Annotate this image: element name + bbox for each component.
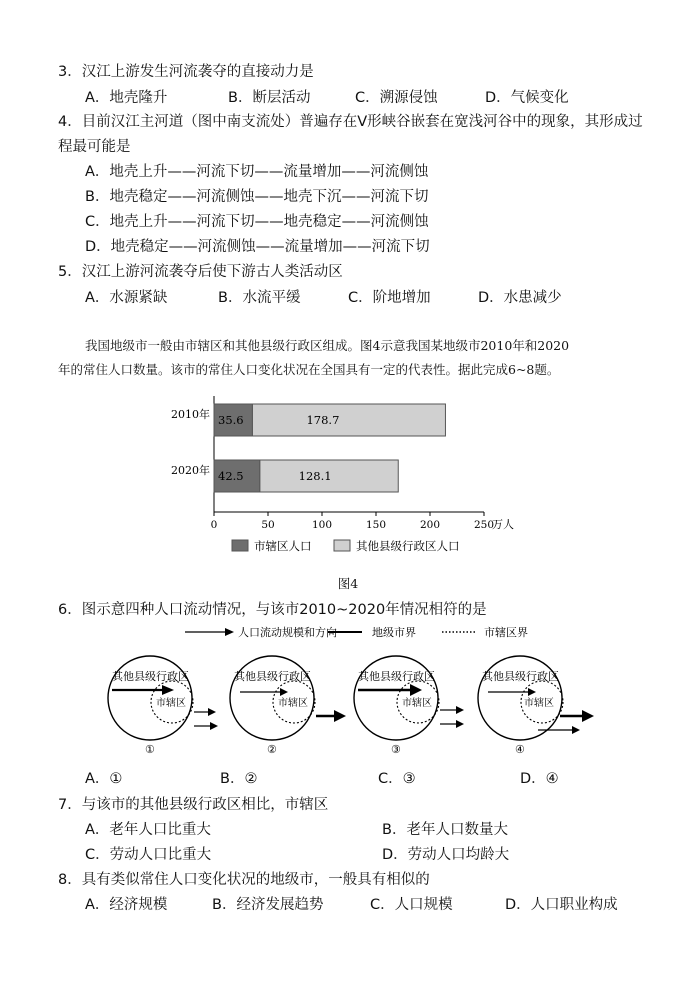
inner-label: 市辖区 <box>402 698 432 709</box>
q6-option-d: D．④ <box>520 771 559 787</box>
x-tick-label-3: 150 <box>365 519 387 531</box>
q4-option-b: B．地壳稳定——河流侧蚀——地壳下沉——河流下切 <box>85 189 429 205</box>
q8-option-b: B．经济发展趋势 <box>212 897 324 913</box>
q7-option-d: D．劳动人口均龄大 <box>382 847 510 863</box>
diagram-number: ③ <box>391 743 401 756</box>
q5-option-b: B．水流平缓 <box>218 290 301 306</box>
diagram-number: ① <box>145 743 155 756</box>
intro-line1: 我国地级市一般由市辖区和其他县级行政区组成。图4示意我国某地级市2010年和2020 <box>85 338 570 353</box>
legend-label-1: 其他县级行政区人口 <box>356 539 460 553</box>
q3-stem: 3．汉江上游发生河流袭夺的直接动力是 <box>58 64 314 80</box>
population-flow-diagram <box>100 620 620 760</box>
q6-option-a: A．① <box>85 771 123 787</box>
data-label-0-0: 35.6 <box>218 413 244 427</box>
inner-label: 市辖区 <box>524 698 554 709</box>
legend-arrow-head <box>225 628 234 636</box>
bar-0-1 <box>252 404 445 436</box>
data-label-0-1: 178.7 <box>306 413 340 427</box>
q5-option-d: D．水患减少 <box>478 290 562 306</box>
q4-stem-line2: 程最可能是 <box>58 139 131 155</box>
flow-diagram-3 <box>354 656 464 756</box>
category-label-1: 2020年 <box>171 464 210 477</box>
q4-option-c: C．地壳上升——河流下切——地壳稳定——河流侧蚀 <box>85 214 429 230</box>
q4-option-d: D．地壳稳定——河流侧蚀——流量增加——河流下切 <box>85 239 430 255</box>
legend-solid-label: 地级市界 <box>372 626 416 639</box>
q7-option-c: C．劳动人口比重大 <box>85 847 212 863</box>
q5-option-c: C．阶地增加 <box>348 290 431 306</box>
legend-arrow-label: 人口流动规模和方向 <box>238 626 337 639</box>
q7-option-a: A．老年人口比重大 <box>85 822 211 838</box>
q7-stem: 7．与该市的其他县级行政区相比，市辖区 <box>58 797 329 813</box>
q8-option-a: A．经济规模 <box>85 897 168 913</box>
q4-option-a: A．地壳上升——河流下切——流量增加——河流侧蚀 <box>85 164 429 180</box>
q5-option-a: A．水源紧缺 <box>85 290 168 306</box>
q6-stem: 6．图示意四种人口流动情况，与该市2010~2020年情况相符的是 <box>58 602 487 618</box>
legend-label-0: 市辖区人口 <box>254 539 312 553</box>
q3-option-a: A．地壳隆升 <box>85 90 168 106</box>
q4-stem-line1: 4．目前汉江主河道（图中南支流处）普遍存在V形峡谷嵌套在宽浅河谷中的现象，其形成过 <box>58 114 643 130</box>
inner-label: 市辖区 <box>156 698 186 709</box>
q3-option-b: B．断层活动 <box>228 90 311 106</box>
legend-swatch-1 <box>334 540 350 551</box>
legend-swatch-0 <box>232 540 248 551</box>
outer-label: 其他县级行政区 <box>234 670 311 683</box>
diagram-number: ④ <box>515 743 525 756</box>
category-label-0: 2010年 <box>171 408 210 421</box>
q8-stem: 8．具有类似常住人口变化状况的地级市，一般具有相似的 <box>58 872 430 888</box>
x-tick-label-1: 50 <box>261 519 275 531</box>
data-label-1-1: 128.1 <box>298 469 332 483</box>
flow-diagram-4 <box>478 656 594 756</box>
figure-caption: 图4 <box>337 576 359 591</box>
q3-option-c: C．溯源侵蚀 <box>355 90 438 106</box>
q3-option-d: D．气候变化 <box>485 90 569 106</box>
q8-option-d: D．人口职业构成 <box>505 897 618 913</box>
outer-label: 其他县级行政区 <box>358 670 435 683</box>
q7-option-b: B．老年人口数量大 <box>382 822 508 838</box>
q8-option-c: C．人口规模 <box>370 897 453 913</box>
x-unit-label: 万人 <box>492 518 514 531</box>
x-tick-label-2: 100 <box>311 519 333 531</box>
q5-stem: 5．汉江上游河流袭夺后使下游古人类活动区 <box>58 264 343 280</box>
population-bar-chart <box>160 392 540 562</box>
outer-label: 其他县级行政区 <box>112 670 189 683</box>
legend-dotted-label: 市辖区界 <box>484 626 528 639</box>
inner-label: 市辖区 <box>278 698 308 709</box>
q6-option-b: B．② <box>220 771 258 787</box>
x-tick-label-5: 250 <box>473 519 495 531</box>
diagram-number: ② <box>267 743 277 756</box>
flow-diagram-2 <box>230 656 346 756</box>
x-tick-label-0: 0 <box>210 519 218 531</box>
intro-line2: 年的常住人口数量。该市的常住人口变化状况在全国具有一定的代表性。据此完成6~8题。 <box>58 362 560 377</box>
q6-option-c: C．③ <box>378 771 416 787</box>
data-label-1-0: 42.5 <box>218 469 244 483</box>
x-tick-label-4: 200 <box>419 519 441 531</box>
outer-label: 其他县级行政区 <box>482 670 559 683</box>
flow-diagram-1 <box>108 656 218 756</box>
